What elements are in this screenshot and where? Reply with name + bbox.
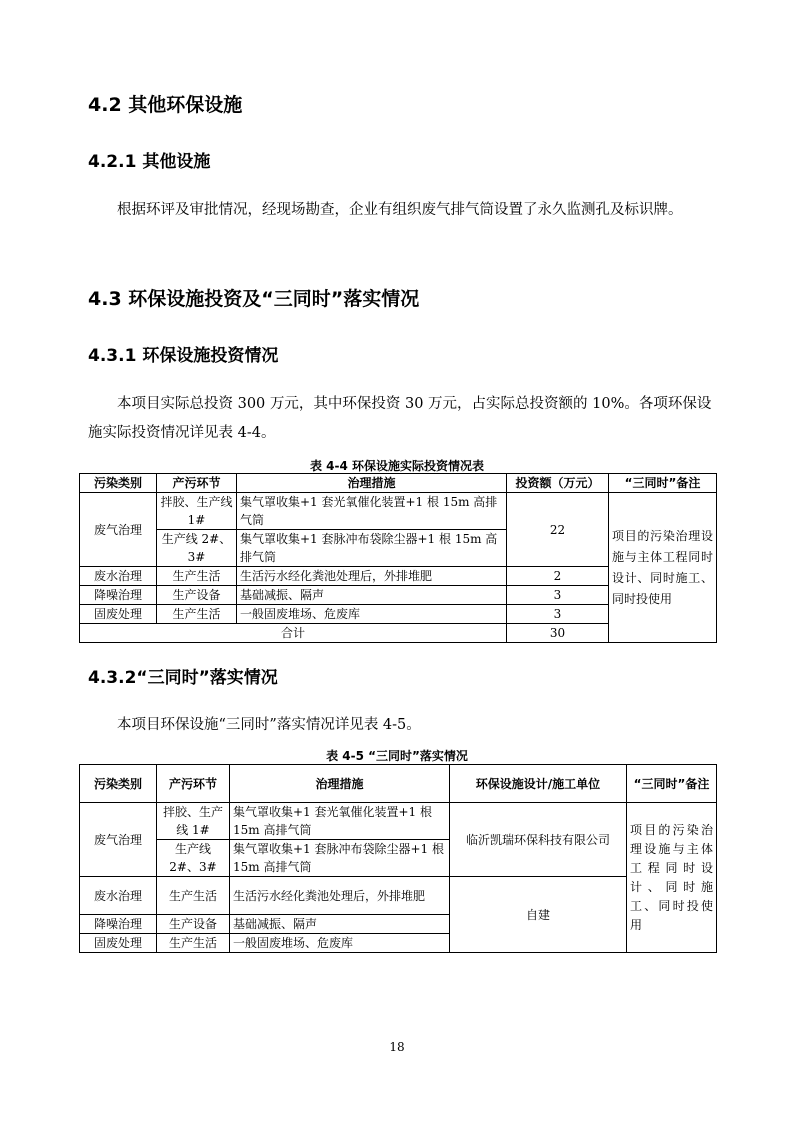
section-heading-4-3: 4.3 环保设施投资及“三同时”落实情况	[88, 288, 420, 310]
section-heading-4-3-2: 4.3.2“三同时”落实情况	[88, 668, 278, 688]
cell-measure: 基础减振、隔声	[230, 915, 450, 934]
cell-invest: 2	[507, 567, 609, 586]
cell-link: 生产线 2#、3#	[157, 840, 230, 877]
col-header-measure: 治理措施	[230, 765, 450, 803]
section-heading-4-3-1: 4.3.1 环保设施投资情况	[88, 346, 279, 366]
cell-measure: 集气罩收集+1 套脉冲布袋除尘器+1 根 15m 高排气筒	[230, 840, 450, 877]
cell-note: 项目的污染治理设施与主体工程同时设计、同时施工、同时投使用	[609, 493, 717, 643]
section-heading-4-2: 4.2 其他环保设施	[88, 94, 243, 116]
page-number: 18	[389, 1040, 405, 1054]
cell-link: 生产线 2#、3#	[157, 530, 237, 567]
cell-link: 拌胶、生产线 1#	[157, 493, 237, 530]
col-header-invest: 投资额（万元）	[507, 474, 609, 493]
cell-measure: 集气罩收集+1 套脉冲布袋除尘器+1 根 15m 高排气筒	[237, 530, 507, 567]
investment-table	[79, 473, 717, 643]
cell-measure: 一般固废堆场、危废库	[230, 934, 450, 953]
cell-measure: 一般固废堆场、危废库	[237, 605, 507, 624]
cell-category: 固废处理	[80, 605, 157, 624]
col-header-link: 产污环节	[157, 474, 237, 493]
cell-category: 固废处理	[80, 934, 157, 953]
cell-category: 废水治理	[80, 877, 157, 915]
cell-measure: 基础减振、隔声	[237, 586, 507, 605]
table-header-row	[80, 474, 717, 493]
cell-category: 废水治理	[80, 567, 157, 586]
col-header-unit: 环保设施设计/施工单位	[450, 765, 627, 803]
col-header-link: 产污环节	[157, 765, 230, 803]
cell-unit: 自建	[450, 877, 627, 953]
total-value: 30	[507, 624, 609, 643]
cell-note: 项目的污染治理设施与主体工程同时设计、同时施工、同时投使用	[627, 803, 717, 953]
col-header-category: 污染类别	[80, 474, 157, 493]
section-heading-4-2-1: 4.2.1 其他设施	[88, 152, 211, 172]
cell-link: 生产设备	[157, 586, 237, 605]
col-header-measure: 治理措施	[237, 474, 507, 493]
cell-category: 废气治理	[80, 493, 157, 567]
paragraph-4-2-1: 根据环评及审批情况，经现场勘查，企业有组织废气排气筒设置了永久监测孔及标识牌。	[117, 202, 683, 218]
total-label: 合计	[80, 624, 507, 643]
cell-invest: 22	[507, 493, 609, 567]
col-header-note: “三同时”备注	[609, 474, 717, 493]
cell-link: 生产生活	[157, 934, 230, 953]
cell-measure: 生活污水经化粪池处理后，外排堆肥	[230, 877, 450, 915]
cell-measure: 集气罩收集+1 套光氧催化装置+1 根 15m 高排气筒	[237, 493, 507, 530]
cell-link: 生产生活	[157, 567, 237, 586]
table-row	[80, 803, 717, 840]
cell-measure: 生活污水经化粪池处理后，外排堆肥	[237, 567, 507, 586]
paragraph-4-3-2: 本项目环保设施“三同时”落实情况详见表 4-5。	[117, 717, 421, 733]
table-row	[80, 493, 717, 530]
col-header-category: 污染类别	[80, 765, 157, 803]
cell-link: 生产生活	[157, 605, 237, 624]
cell-link: 生产设备	[157, 915, 230, 934]
three-simultaneous-table	[79, 764, 717, 953]
table-4-5-caption: 表 4-5 “三同时”落实情况	[326, 749, 468, 763]
cell-invest: 3	[507, 605, 609, 624]
table-row	[80, 877, 717, 915]
cell-category: 降噪治理	[80, 915, 157, 934]
cell-measure: 集气罩收集+1 套光氧催化装置+1 根 15m 高排气筒	[230, 803, 450, 840]
table-4-4-caption: 表 4-4 环保设施实际投资情况表	[309, 459, 485, 473]
paragraph-4-3-1: 本项目实际总投资 300 万元，其中环保投资 30 万元，占实际总投资额的 10%。各项环保设施实际投资情况详见表 4-4。	[88, 396, 712, 441]
table-header-row	[80, 765, 717, 803]
cell-invest: 3	[507, 586, 609, 605]
col-header-note: “三同时”备注	[627, 765, 717, 803]
cell-link: 拌胶、生产线 1#	[157, 803, 230, 840]
cell-category: 废气治理	[80, 803, 157, 877]
cell-category: 降噪治理	[80, 586, 157, 605]
cell-unit: 临沂凯瑞环保科技有限公司	[450, 803, 627, 877]
cell-link: 生产生活	[157, 877, 230, 915]
